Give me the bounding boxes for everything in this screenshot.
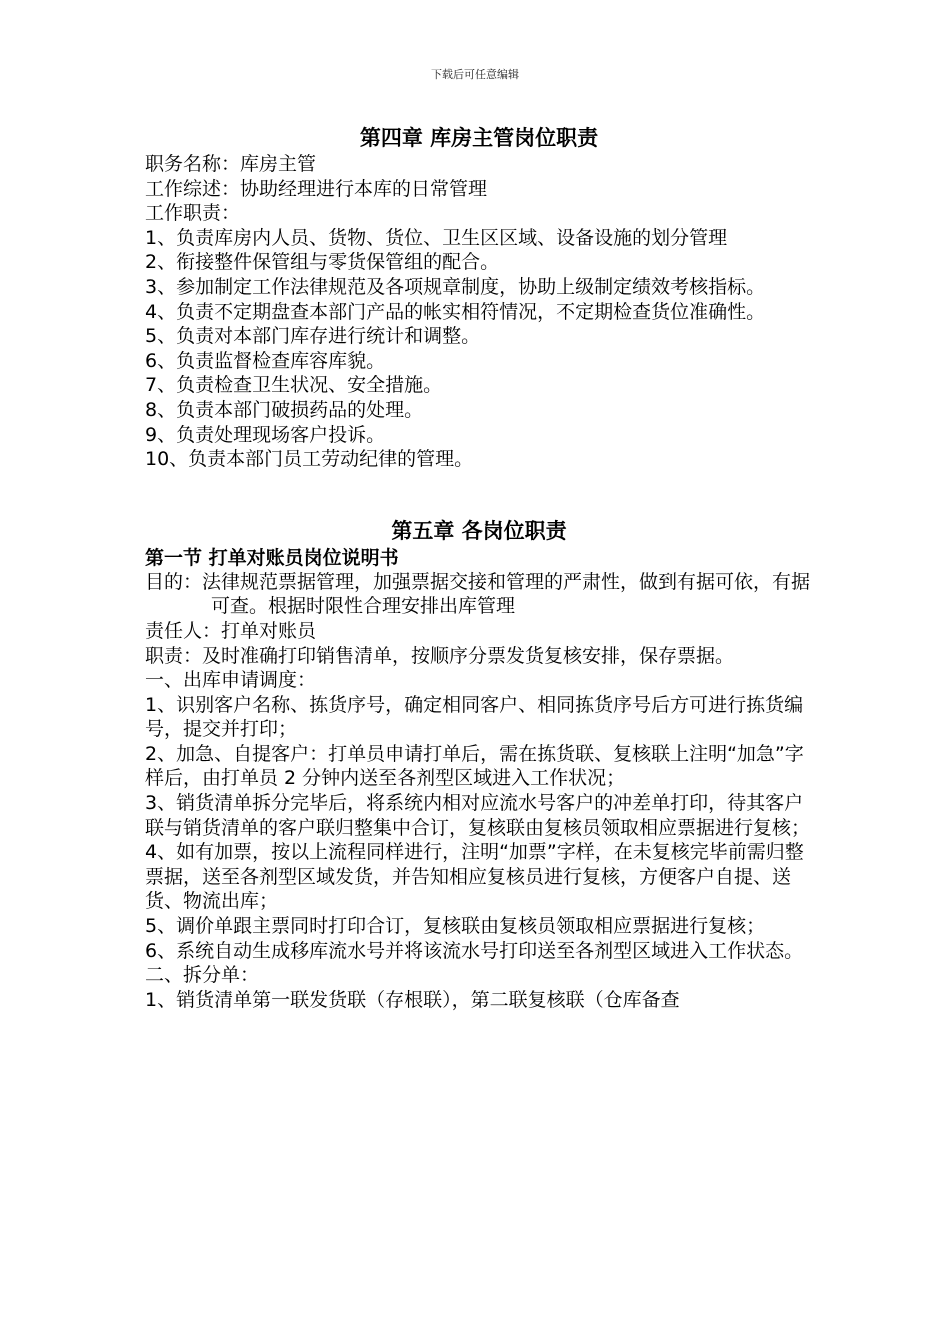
- duty-item: 3、参加制定工作法律规范及各项规章制度，协助上级制定绩效考核指标。: [145, 275, 766, 298]
- duties-heading: 工作职责：: [145, 202, 241, 225]
- responsibility-line: 职责：及时准确打印销售清单，按顺序分票发货复核安排，保存票据。: [145, 644, 735, 667]
- duty-item: 9、负责处理现场客户投诉。: [145, 423, 386, 446]
- chapter4-title: 第四章 库房主管岗位职责: [359, 125, 599, 150]
- job-title-line: 职务名称：库房主管: [145, 153, 317, 175]
- procedure-item: 5、调价单跟主票同时打印合订，复核联由复核员领取相应票据进行复核；: [145, 915, 766, 938]
- procedure-item: 4、如有加票，按以上流程同样进行，注明“加票”字样，在未复核完毕前需归整票据，送至各剂型区域发货，并告知相应复核员进行复核，方便客户自提、送货、物流出库；: [145, 841, 804, 913]
- duty-item: 5、负责对本部门库存进行统计和调整。: [145, 325, 481, 348]
- procedure-item: 2、加急、自提客户：打单员申请打单后，需在拣货联、复核联上注明“加急”字样后，由打单员 2 分钟内送至各剂型区域进入工作状况；: [145, 742, 804, 790]
- duty-item: 7、负责检查卫生状况、安全措施。: [145, 374, 443, 397]
- duty-item: 6、负责监督检查库容库貌。: [145, 349, 386, 372]
- document-body: [145, 124, 813, 1012]
- procedure-item: 6、系统自动生成移库流水号并将该流水号打印送至各剂型区域进入工作状态。: [145, 939, 804, 962]
- purpose-paragraph: 目的：法律规范票据管理，加强票据交接和管理的严肃性，做到有据可依，有据可查。根据时限性合理安排出库管理: [145, 570, 811, 618]
- subheading-outbound: 一、出库申请调度：: [145, 669, 317, 692]
- duty-item: 1、负责库房内人员、货物、货位、卫生区区域、设备设施的划分管理: [145, 226, 728, 249]
- procedure-item: 3、销货清单拆分完毕后，将系统内相对应流水号客户的冲差单打印，待其客户联与销货清单的客户联归整集中合订，复核联由复核员领取相应票据进行复核；: [145, 792, 811, 839]
- subheading-split: 二、拆分单：: [145, 964, 260, 987]
- procedure-item: 1、销货清单第一联发货联（存根联），第二联复核联（仓库备查: [145, 988, 680, 1011]
- job-summary-line: 工作综述：协助经理进行本库的日常管理: [145, 177, 488, 200]
- section1-title: 第一节 打单对账员岗位说明书: [145, 546, 399, 569]
- duty-item: 10、负责本部门员工劳动纪律的管理。: [145, 448, 474, 471]
- header-note: 下载后可任意编辑: [431, 68, 519, 81]
- procedure-item: 1、识别客户名称、拣货序号，确定相同客户、相同拣货序号后方可进行拣货编号，提交并打印；: [145, 693, 804, 741]
- spacer: [145, 472, 813, 516]
- responsible-line: 责任人：打单对账员: [145, 619, 317, 642]
- chapter5-title: 第五章 各岗位职责: [391, 517, 567, 543]
- duty-item: 2、衔接整件保管组与零货保管组的配合。: [145, 251, 500, 274]
- duty-item: 8、负责本部门破损药品的处理。: [145, 398, 424, 421]
- duty-item: 4、负责不定期盘查本部门产品的帐实相符情况，不定期检查货位准确性。: [145, 300, 766, 323]
